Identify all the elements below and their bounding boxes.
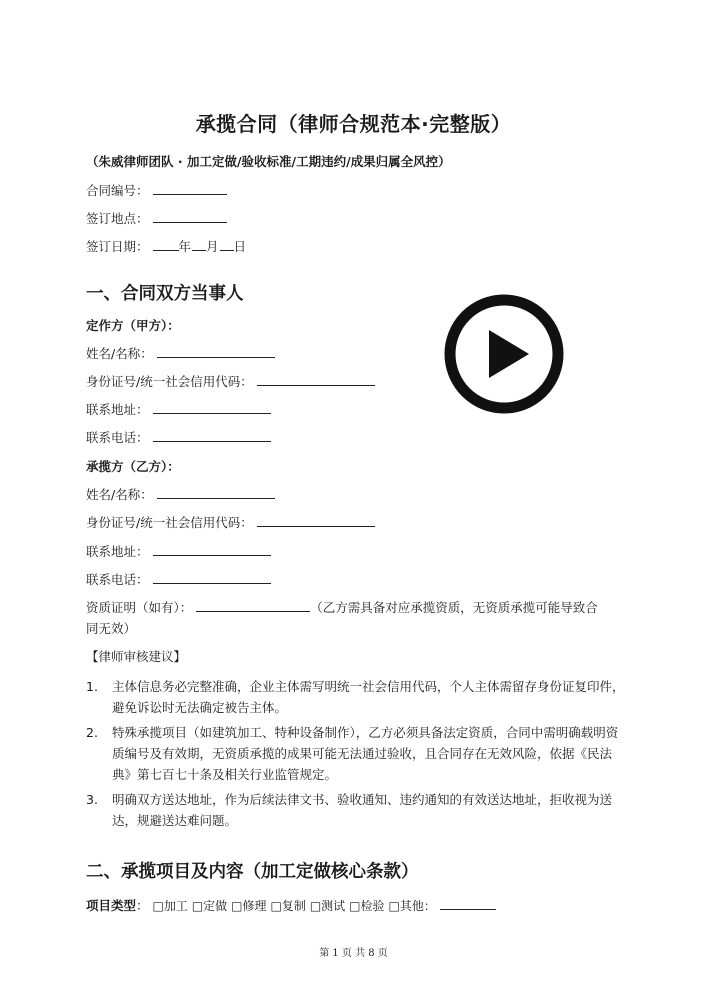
qualification-line <box>86 599 598 616</box>
date-year-text: 年 <box>178 239 192 254</box>
option-other-checkbox[interactable]: □其他： <box>388 899 436 913</box>
party-b-id-blank <box>257 514 375 527</box>
page-footer: 第 1 页 共 8 页 <box>319 948 388 959</box>
party-a-address-blank <box>153 401 271 414</box>
option-other-blank <box>440 897 496 910</box>
contract-title: 承揽合同（律师合规范本·完整版） <box>195 112 512 136</box>
party-b-phone-blank <box>153 571 271 584</box>
party-a-name-line <box>86 345 275 362</box>
review-list <box>86 676 626 835</box>
party-a-address-label: 联系地址： <box>86 402 149 417</box>
review-item-3 <box>86 789 626 831</box>
party-a-id-blank <box>257 373 375 386</box>
project-type-line <box>86 897 496 914</box>
party-b-id-line <box>86 514 375 531</box>
party-b-name-label: 姓名/名称： <box>86 487 153 502</box>
party-a-phone-line <box>86 429 271 446</box>
qualification-blank <box>196 599 310 612</box>
party-a-id-label: 身份证号/统一社会信用代码： <box>86 374 253 389</box>
option-repair-checkbox[interactable]: □修理 <box>231 899 267 913</box>
project-type-sep: ： <box>136 898 149 913</box>
review-item-number: 3. <box>86 792 98 807</box>
date-month-blank <box>192 238 206 251</box>
signing-date-label: 签订日期： <box>86 239 149 254</box>
party-b-id-label: 身份证号/统一社会信用代码： <box>86 515 253 530</box>
review-item-1 <box>86 676 626 718</box>
party-a-name-label: 姓名/名称： <box>86 346 153 361</box>
option-custom-made-checkbox[interactable]: □定做 <box>191 899 228 913</box>
party-b-address-blank <box>153 543 271 556</box>
contract-number-blank <box>153 182 227 195</box>
party-b-name-blank <box>157 486 275 499</box>
option-inspection-checkbox[interactable]: □检验 <box>349 899 385 913</box>
signing-place-label: 签订地点： <box>86 211 149 226</box>
option-test-checkbox[interactable]: □测试 <box>309 899 346 913</box>
review-item-2 <box>86 722 626 785</box>
party-b-address-label: 联系地址： <box>86 544 149 559</box>
review-item-text: 明确双方送达地址，作为后续法律文书、验收通知、违约通知的有效送达地址，拒收视为送达，规避送达难问题。 <box>112 792 613 828</box>
review-item-text: 特殊承揽项目（如建筑加工、特种设备制作），乙方必须具备法定资质，合同中需明确载明资质编号及有效期，无资质承揽的成果可能无法通过验收，且合同存在无效风险，依据《民法典》第七百七十条及相关行业监管规定。 <box>112 725 619 782</box>
party-b-heading: 承揽方（乙方）： <box>86 459 180 474</box>
signing-place-line <box>86 210 227 227</box>
party-b-name-line <box>86 486 275 503</box>
section1-heading: 一、合同双方当事人 <box>86 284 244 304</box>
date-month-text: 月 <box>206 239 219 254</box>
party-b-phone-label: 联系电话： <box>86 572 149 587</box>
review-item-text: 主体信息务必完整准确，企业主体需写明统一社会信用代码，个人主体需留存身份证复印件，避免诉讼时无法确定被告主体。 <box>112 679 625 715</box>
contract-subtitle: （朱威律师团队 · 加工定做/验收标准/工期违约/成果归属全风控） <box>86 154 451 169</box>
date-day-blank <box>220 238 234 251</box>
review-item-number: 1. <box>86 679 98 694</box>
qualification-label: 资质证明（如有）： <box>86 600 193 615</box>
party-a-phone-blank <box>153 429 271 442</box>
qualification-note-cont: 同无效） <box>86 621 137 636</box>
party-a-phone-label: 联系电话： <box>86 430 149 445</box>
contract-number-label: 合同编号： <box>86 183 149 198</box>
review-item-number: 2. <box>86 725 98 740</box>
party-b-address-line <box>86 543 271 560</box>
review-heading: 【律师审核建议】 <box>86 649 187 664</box>
party-a-name-blank <box>157 345 275 358</box>
project-type-label: 项目类型 <box>86 898 137 913</box>
play-video-icon[interactable] <box>444 294 564 414</box>
party-a-address-line <box>86 401 271 418</box>
qualification-note: （乙方需具备对应承揽资质，无资质承揽可能导致合 <box>310 600 598 615</box>
contract-number-line <box>86 182 227 199</box>
party-a-heading: 定作方（甲方）： <box>86 318 180 333</box>
date-year-blank <box>153 238 179 251</box>
party-b-phone-line <box>86 571 271 588</box>
option-copy-checkbox[interactable]: □复制 <box>270 899 306 913</box>
party-a-id-line <box>86 373 375 390</box>
date-day-text: 日 <box>233 239 247 254</box>
signing-place-blank <box>153 210 227 223</box>
option-processing-checkbox[interactable]: □加工 <box>152 899 188 913</box>
signing-date-line <box>86 238 246 255</box>
section2-heading: 二、承揽项目及内容（加工定做核心条款） <box>86 862 419 882</box>
